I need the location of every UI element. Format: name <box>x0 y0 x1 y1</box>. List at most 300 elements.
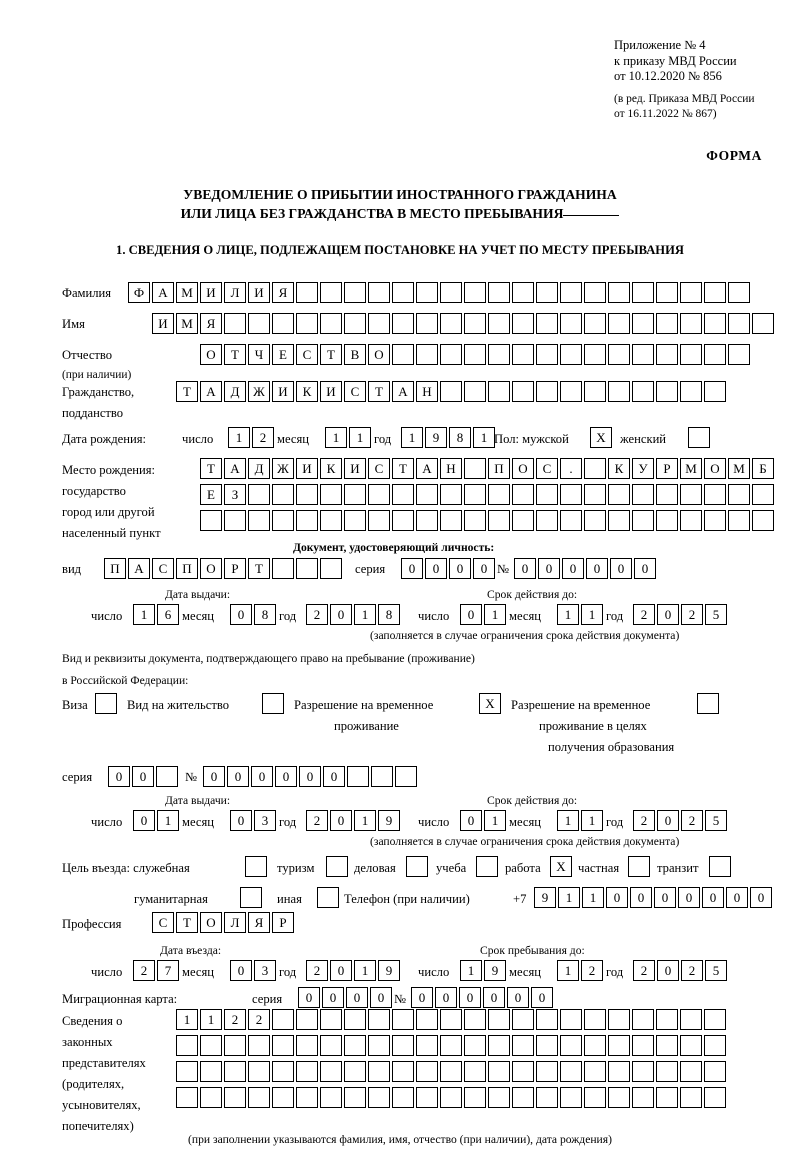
form-cell[interactable] <box>224 1035 246 1056</box>
form-cell[interactable] <box>320 1061 342 1082</box>
form-cell[interactable] <box>656 1009 678 1030</box>
form-cell[interactable] <box>512 1061 534 1082</box>
form-cell[interactable]: А <box>152 282 174 303</box>
form-cell[interactable]: 1 <box>581 810 603 831</box>
form-cell[interactable] <box>392 344 414 365</box>
form-cell[interactable] <box>512 1087 534 1108</box>
form-cell[interactable] <box>632 282 654 303</box>
form-cell[interactable]: У <box>632 458 654 479</box>
purpose-study-checkbox[interactable] <box>476 856 498 877</box>
form-cell[interactable] <box>608 282 630 303</box>
form-cell[interactable] <box>368 484 390 505</box>
form-cell[interactable]: К <box>608 458 630 479</box>
stay-until-month-cells[interactable] <box>557 960 603 981</box>
entry-year-cells[interactable] <box>306 960 400 981</box>
form-cell[interactable] <box>536 510 558 531</box>
form-cell[interactable]: 0 <box>678 887 700 908</box>
edu-residence-checkbox[interactable] <box>697 693 719 714</box>
form-cell[interactable] <box>368 510 390 531</box>
form-cell[interactable] <box>296 1061 318 1082</box>
form-cell[interactable]: И <box>344 458 366 479</box>
form-cell[interactable]: 3 <box>254 810 276 831</box>
form-cell[interactable] <box>728 282 750 303</box>
form-cell[interactable]: А <box>224 458 246 479</box>
form-cell[interactable] <box>296 510 318 531</box>
form-cell[interactable] <box>488 484 510 505</box>
form-cell[interactable]: 1 <box>354 604 376 625</box>
form-cell[interactable] <box>224 1087 246 1108</box>
name-cells[interactable] <box>152 313 774 334</box>
form-cell[interactable] <box>248 510 270 531</box>
form-cell[interactable] <box>224 510 246 531</box>
form-cell[interactable]: 9 <box>425 427 447 448</box>
form-cell[interactable]: 2 <box>633 810 655 831</box>
form-cell[interactable] <box>536 1061 558 1082</box>
form-cell[interactable]: 0 <box>298 987 320 1008</box>
form-cell[interactable] <box>440 282 462 303</box>
form-cell[interactable]: 2 <box>633 960 655 981</box>
form-cell[interactable]: 0 <box>586 558 608 579</box>
form-cell[interactable]: 8 <box>449 427 471 448</box>
form-cell[interactable]: . <box>560 458 582 479</box>
form-cell[interactable] <box>296 484 318 505</box>
form-cell[interactable]: С <box>152 912 174 933</box>
form-cell[interactable] <box>728 484 750 505</box>
stay-series-cells[interactable] <box>108 766 178 787</box>
form-cell[interactable] <box>680 282 702 303</box>
purpose-work-checkbox[interactable]: X <box>550 856 572 877</box>
form-cell[interactable]: Р <box>224 558 246 579</box>
form-cell[interactable] <box>296 1009 318 1030</box>
form-cell[interactable]: 3 <box>254 960 276 981</box>
form-cell[interactable] <box>296 1035 318 1056</box>
form-cell[interactable] <box>656 510 678 531</box>
form-cell[interactable]: 2 <box>633 604 655 625</box>
form-cell[interactable] <box>224 1061 246 1082</box>
form-cell[interactable] <box>320 1087 342 1108</box>
form-cell[interactable]: Р <box>272 912 294 933</box>
form-cell[interactable]: К <box>296 381 318 402</box>
form-cell[interactable] <box>512 381 534 402</box>
form-cell[interactable] <box>536 282 558 303</box>
form-cell[interactable]: 1 <box>582 887 604 908</box>
form-cell[interactable] <box>584 282 606 303</box>
form-cell[interactable]: 1 <box>473 427 495 448</box>
entry-day-cells[interactable] <box>133 960 179 981</box>
form-cell[interactable] <box>272 510 294 531</box>
form-cell[interactable]: Т <box>368 381 390 402</box>
form-cell[interactable]: 2 <box>252 427 274 448</box>
form-cell[interactable]: 0 <box>702 887 724 908</box>
birth-place-row-1[interactable] <box>200 458 774 479</box>
form-cell[interactable]: Р <box>656 458 678 479</box>
form-cell[interactable] <box>680 1061 702 1082</box>
form-cell[interactable] <box>416 1009 438 1030</box>
birth-place-row-3[interactable] <box>200 510 774 531</box>
form-cell[interactable] <box>536 1009 558 1030</box>
form-cell[interactable] <box>440 510 462 531</box>
form-cell[interactable]: 0 <box>133 810 155 831</box>
form-cell[interactable] <box>584 313 606 334</box>
form-cell[interactable] <box>560 282 582 303</box>
surname-cells[interactable] <box>128 282 750 303</box>
form-cell[interactable]: 0 <box>370 987 392 1008</box>
form-cell[interactable] <box>632 313 654 334</box>
form-cell[interactable] <box>560 344 582 365</box>
legal-rep-row-4[interactable] <box>176 1087 726 1108</box>
form-cell[interactable] <box>584 1009 606 1030</box>
form-cell[interactable] <box>344 510 366 531</box>
form-cell[interactable]: 2 <box>224 1009 246 1030</box>
stay-valid-year-cells[interactable] <box>633 810 727 831</box>
form-cell[interactable]: Т <box>320 344 342 365</box>
form-cell[interactable] <box>392 1009 414 1030</box>
form-cell[interactable] <box>464 381 486 402</box>
form-cell[interactable]: 0 <box>538 558 560 579</box>
form-cell[interactable]: 1 <box>484 604 506 625</box>
form-cell[interactable] <box>464 1061 486 1082</box>
form-cell[interactable] <box>656 381 678 402</box>
form-cell[interactable]: 0 <box>483 987 505 1008</box>
form-cell[interactable] <box>536 1087 558 1108</box>
form-cell[interactable]: Ж <box>272 458 294 479</box>
form-cell[interactable]: 0 <box>657 960 679 981</box>
form-cell[interactable] <box>560 1009 582 1030</box>
stay-until-year-cells[interactable] <box>633 960 727 981</box>
form-cell[interactable] <box>656 1035 678 1056</box>
form-cell[interactable] <box>368 1061 390 1082</box>
form-cell[interactable] <box>464 1087 486 1108</box>
form-cell[interactable] <box>344 1035 366 1056</box>
form-cell[interactable]: 1 <box>349 427 371 448</box>
form-cell[interactable]: 0 <box>507 987 529 1008</box>
sex-male-checkbox[interactable]: X <box>590 427 612 448</box>
form-cell[interactable]: 0 <box>726 887 748 908</box>
form-cell[interactable]: 0 <box>449 558 471 579</box>
form-cell[interactable] <box>440 381 462 402</box>
form-cell[interactable]: И <box>152 313 174 334</box>
form-cell[interactable]: А <box>200 381 222 402</box>
patronymic-cells[interactable] <box>200 344 750 365</box>
purpose-private-checkbox[interactable] <box>628 856 650 877</box>
form-cell[interactable]: 9 <box>484 960 506 981</box>
form-cell[interactable]: 0 <box>251 766 273 787</box>
form-cell[interactable] <box>464 1009 486 1030</box>
form-cell[interactable] <box>440 1087 462 1108</box>
form-cell[interactable] <box>512 344 534 365</box>
doc-issue-day-cells[interactable] <box>133 604 179 625</box>
form-cell[interactable] <box>632 1009 654 1030</box>
form-cell[interactable]: Л <box>224 912 246 933</box>
form-cell[interactable] <box>272 313 294 334</box>
legal-rep-row-2[interactable] <box>176 1035 726 1056</box>
form-cell[interactable] <box>512 1035 534 1056</box>
form-cell[interactable] <box>680 484 702 505</box>
form-cell[interactable] <box>536 313 558 334</box>
form-cell[interactable] <box>320 282 342 303</box>
form-cell[interactable]: 2 <box>306 604 328 625</box>
stay-valid-day-cells[interactable] <box>460 810 506 831</box>
form-cell[interactable]: И <box>248 282 270 303</box>
form-cell[interactable] <box>392 1061 414 1082</box>
form-cell[interactable]: О <box>704 458 726 479</box>
temp-residence-checkbox[interactable]: X <box>479 693 501 714</box>
form-cell[interactable]: Т <box>176 381 198 402</box>
form-cell[interactable]: 0 <box>275 766 297 787</box>
form-cell[interactable] <box>392 1035 414 1056</box>
form-cell[interactable]: 2 <box>133 960 155 981</box>
birth-month-cells[interactable] <box>325 427 371 448</box>
form-cell[interactable] <box>416 510 438 531</box>
form-cell[interactable] <box>344 1087 366 1108</box>
form-cell[interactable] <box>560 1087 582 1108</box>
form-cell[interactable] <box>608 1061 630 1082</box>
form-cell[interactable] <box>680 1035 702 1056</box>
purpose-business-checkbox[interactable] <box>406 856 428 877</box>
form-cell[interactable] <box>272 1087 294 1108</box>
form-cell[interactable]: 0 <box>132 766 154 787</box>
form-cell[interactable]: 1 <box>133 604 155 625</box>
form-cell[interactable]: О <box>200 912 222 933</box>
form-cell[interactable] <box>536 344 558 365</box>
form-cell[interactable] <box>728 344 750 365</box>
form-cell[interactable]: 0 <box>230 810 252 831</box>
form-cell[interactable]: 1 <box>557 810 579 831</box>
form-cell[interactable] <box>680 1087 702 1108</box>
form-cell[interactable]: 0 <box>230 604 252 625</box>
form-cell[interactable]: 0 <box>473 558 495 579</box>
form-cell[interactable] <box>536 1035 558 1056</box>
form-cell[interactable] <box>488 313 510 334</box>
form-cell[interactable] <box>656 344 678 365</box>
form-cell[interactable] <box>371 766 393 787</box>
form-cell[interactable]: Я <box>248 912 270 933</box>
form-cell[interactable] <box>320 510 342 531</box>
form-cell[interactable]: И <box>272 381 294 402</box>
form-cell[interactable] <box>392 313 414 334</box>
form-cell[interactable] <box>248 1061 270 1082</box>
doc-valid-month-cells[interactable] <box>557 604 603 625</box>
form-cell[interactable] <box>704 1087 726 1108</box>
form-cell[interactable] <box>608 381 630 402</box>
form-cell[interactable] <box>560 1061 582 1082</box>
doc-number-cells[interactable] <box>514 558 656 579</box>
form-cell[interactable]: 1 <box>228 427 250 448</box>
form-cell[interactable]: 0 <box>750 887 772 908</box>
form-cell[interactable]: П <box>104 558 126 579</box>
form-cell[interactable]: К <box>320 458 342 479</box>
form-cell[interactable] <box>320 313 342 334</box>
form-cell[interactable] <box>608 1035 630 1056</box>
form-cell[interactable]: Н <box>416 381 438 402</box>
form-cell[interactable]: 0 <box>330 810 352 831</box>
form-cell[interactable] <box>512 1009 534 1030</box>
form-cell[interactable] <box>440 484 462 505</box>
stay-until-day-cells[interactable] <box>460 960 506 981</box>
form-cell[interactable] <box>344 1061 366 1082</box>
doc-valid-day-cells[interactable] <box>460 604 506 625</box>
form-cell[interactable] <box>656 282 678 303</box>
form-cell[interactable]: Е <box>200 484 222 505</box>
form-cell[interactable]: О <box>200 558 222 579</box>
form-cell[interactable] <box>680 1009 702 1030</box>
birth-year-cells[interactable] <box>401 427 495 448</box>
form-cell[interactable] <box>536 381 558 402</box>
form-cell[interactable] <box>488 1087 510 1108</box>
purpose-transit-checkbox[interactable] <box>709 856 731 877</box>
form-cell[interactable]: 6 <box>157 604 179 625</box>
form-cell[interactable] <box>752 313 774 334</box>
form-cell[interactable] <box>440 1035 462 1056</box>
form-cell[interactable]: 9 <box>378 810 400 831</box>
form-cell[interactable] <box>464 484 486 505</box>
form-cell[interactable] <box>656 1087 678 1108</box>
form-cell[interactable]: 5 <box>705 604 727 625</box>
form-cell[interactable] <box>632 1035 654 1056</box>
form-cell[interactable] <box>632 1061 654 1082</box>
form-cell[interactable]: В <box>344 344 366 365</box>
form-cell[interactable] <box>488 1035 510 1056</box>
form-cell[interactable] <box>296 313 318 334</box>
form-cell[interactable] <box>584 381 606 402</box>
form-cell[interactable]: 2 <box>681 960 703 981</box>
stay-issue-month-cells[interactable] <box>230 810 276 831</box>
form-cell[interactable] <box>248 313 270 334</box>
form-cell[interactable] <box>512 282 534 303</box>
form-cell[interactable] <box>512 510 534 531</box>
form-cell[interactable] <box>560 1035 582 1056</box>
form-cell[interactable]: 1 <box>581 604 603 625</box>
form-cell[interactable] <box>392 510 414 531</box>
form-cell[interactable]: И <box>320 381 342 402</box>
form-cell[interactable]: 0 <box>425 558 447 579</box>
form-cell[interactable]: Е <box>272 344 294 365</box>
form-cell[interactable] <box>416 313 438 334</box>
form-cell[interactable]: 7 <box>157 960 179 981</box>
form-cell[interactable]: 2 <box>306 810 328 831</box>
doc-issue-month-cells[interactable] <box>230 604 276 625</box>
doc-series-cells[interactable] <box>401 558 495 579</box>
form-cell[interactable]: С <box>344 381 366 402</box>
form-cell[interactable] <box>440 344 462 365</box>
phone-cells[interactable] <box>534 887 772 908</box>
citizenship-cells[interactable] <box>176 381 726 402</box>
form-cell[interactable] <box>584 1035 606 1056</box>
form-cell[interactable]: С <box>296 344 318 365</box>
form-cell[interactable]: 1 <box>401 427 423 448</box>
form-cell[interactable] <box>464 344 486 365</box>
form-cell[interactable] <box>156 766 178 787</box>
form-cell[interactable] <box>584 510 606 531</box>
form-cell[interactable] <box>584 1087 606 1108</box>
form-cell[interactable]: 0 <box>459 987 481 1008</box>
form-cell[interactable]: О <box>368 344 390 365</box>
form-cell[interactable] <box>608 313 630 334</box>
form-cell[interactable] <box>464 282 486 303</box>
form-cell[interactable] <box>368 282 390 303</box>
form-cell[interactable]: О <box>200 344 222 365</box>
form-cell[interactable] <box>608 510 630 531</box>
profession-cells[interactable] <box>152 912 294 933</box>
form-cell[interactable] <box>680 344 702 365</box>
form-cell[interactable] <box>272 1009 294 1030</box>
form-cell[interactable] <box>416 1035 438 1056</box>
form-cell[interactable] <box>416 1087 438 1108</box>
form-cell[interactable] <box>704 282 726 303</box>
form-cell[interactable]: 5 <box>705 810 727 831</box>
mig-number-cells[interactable] <box>411 987 553 1008</box>
form-cell[interactable] <box>248 484 270 505</box>
form-cell[interactable] <box>200 1035 222 1056</box>
form-cell[interactable]: 0 <box>346 987 368 1008</box>
form-cell[interactable]: 0 <box>610 558 632 579</box>
form-cell[interactable] <box>632 344 654 365</box>
form-cell[interactable]: Я <box>200 313 222 334</box>
form-cell[interactable] <box>656 1061 678 1082</box>
form-cell[interactable] <box>368 313 390 334</box>
form-cell[interactable]: П <box>488 458 510 479</box>
form-cell[interactable] <box>176 1061 198 1082</box>
form-cell[interactable]: 1 <box>460 960 482 981</box>
form-cell[interactable]: 1 <box>176 1009 198 1030</box>
form-cell[interactable] <box>440 1061 462 1082</box>
form-cell[interactable] <box>560 313 582 334</box>
form-cell[interactable] <box>368 1035 390 1056</box>
form-cell[interactable] <box>704 1009 726 1030</box>
form-cell[interactable] <box>392 1087 414 1108</box>
form-cell[interactable]: Л <box>224 282 246 303</box>
form-cell[interactable]: С <box>536 458 558 479</box>
form-cell[interactable]: 1 <box>354 960 376 981</box>
purpose-other-checkbox[interactable] <box>317 887 339 908</box>
form-cell[interactable]: 0 <box>531 987 553 1008</box>
form-cell[interactable] <box>632 381 654 402</box>
form-cell[interactable]: А <box>392 381 414 402</box>
doc-issue-year-cells[interactable] <box>306 604 400 625</box>
form-cell[interactable] <box>632 484 654 505</box>
form-cell[interactable]: 8 <box>254 604 276 625</box>
form-cell[interactable]: 0 <box>562 558 584 579</box>
form-cell[interactable] <box>344 282 366 303</box>
form-cell[interactable]: М <box>728 458 750 479</box>
form-cell[interactable] <box>560 484 582 505</box>
form-cell[interactable] <box>224 313 246 334</box>
form-cell[interactable] <box>176 1035 198 1056</box>
form-cell[interactable]: 2 <box>248 1009 270 1030</box>
form-cell[interactable] <box>584 344 606 365</box>
form-cell[interactable] <box>440 1009 462 1030</box>
form-cell[interactable]: С <box>368 458 390 479</box>
entry-month-cells[interactable] <box>230 960 276 981</box>
form-cell[interactable] <box>320 1035 342 1056</box>
form-cell[interactable] <box>395 766 417 787</box>
form-cell[interactable] <box>296 1087 318 1108</box>
stay-number-cells[interactable] <box>203 766 417 787</box>
form-cell[interactable] <box>320 558 342 579</box>
form-cell[interactable] <box>608 1087 630 1108</box>
form-cell[interactable]: 0 <box>227 766 249 787</box>
form-cell[interactable]: Н <box>440 458 462 479</box>
form-cell[interactable]: 0 <box>514 558 536 579</box>
form-cell[interactable] <box>560 381 582 402</box>
form-cell[interactable] <box>464 510 486 531</box>
form-cell[interactable] <box>176 1087 198 1108</box>
form-cell[interactable]: 1 <box>558 887 580 908</box>
form-cell[interactable] <box>272 1035 294 1056</box>
form-cell[interactable] <box>704 484 726 505</box>
form-cell[interactable]: 0 <box>606 887 628 908</box>
form-cell[interactable]: 0 <box>401 558 423 579</box>
